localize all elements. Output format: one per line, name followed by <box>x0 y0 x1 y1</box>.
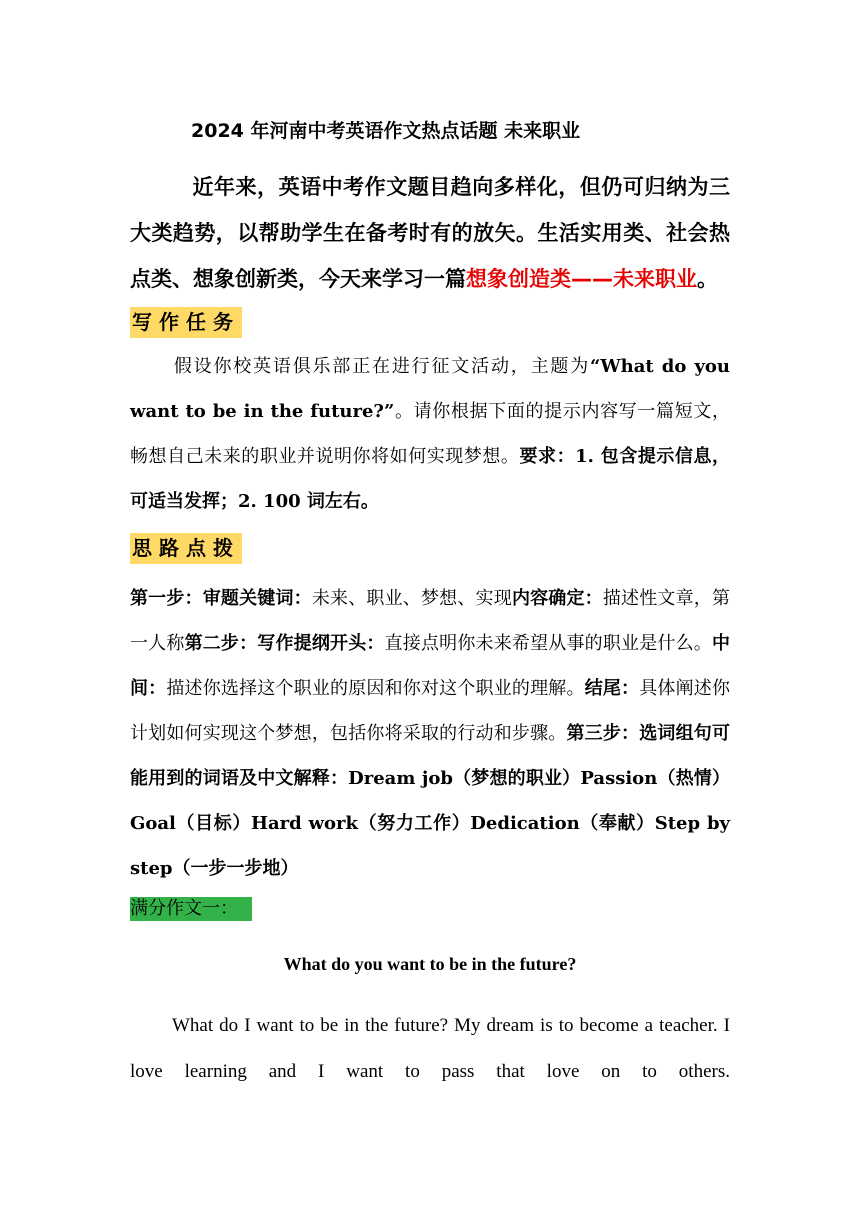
essay-text: What do I want to be in the future? My dream is to become a teacher. I love learning and I want to pass that love on to others. <box>130 1015 730 1082</box>
task-requirement-label: 要求： <box>519 446 576 467</box>
section-heading-task: 写作任务 <box>130 307 242 338</box>
essay-paragraph <box>130 1003 730 1095</box>
task-topic: “What do you want to be in the future?” <box>130 356 730 422</box>
intro-text: 近年来，英语中考作文题目趋向多样化，但仍可归纳为三大类趋势，以帮助学生在备考时有的放矢。生活实用类、社会热点类、想象创新类，今天来学习一篇 <box>130 175 730 291</box>
step2-label: 第二步：写作提纲开头： <box>184 633 385 654</box>
middle-text: 描述你选择这个职业的原因和你对这个职业的理解。 <box>166 678 585 699</box>
middle-label: 中间： <box>130 633 730 699</box>
task-text-2: 。请你根据下面的提示内容写一篇短文，畅想自己未来的职业并说明你将如何实现梦想。 <box>130 401 730 467</box>
end-text: 具体阐述你计划如何实现这个梦想，包括你将采取的行动和步骤。 <box>130 678 730 744</box>
intro-end: 。 <box>697 267 718 291</box>
task-paragraph <box>130 344 730 524</box>
content-text: 描述性文章，第一人称 <box>130 588 730 654</box>
end-label: 结尾： <box>584 678 640 699</box>
task-text-1: 假设你校英语俱乐部正在进行征文活动，主题为 <box>172 356 591 377</box>
tips-paragraph <box>130 576 730 891</box>
intro-highlight: 想象创造类——未来职业 <box>466 267 697 291</box>
step1-text: 未来、职业、梦想、实现 <box>311 588 512 609</box>
step2-text: 直接点明你未来希望从事的职业是什么。 <box>384 633 712 654</box>
task-requirement: 1. 包含提示信息，可适当发挥；2. 100 词左右。 <box>130 446 731 512</box>
step3-text: 第三步：选词组句可能用到的词语及中文解释：Dream job（梦想的职业）Passion（热情）Goal（目标）Hard work（努力工作）Dedication（奉献）Step by step（一步一步地） <box>130 723 730 879</box>
sample-essay-label: 满分作文一： <box>130 897 252 921</box>
document-title: 2024 年河南中考英语作文热点话题 未来职业 <box>191 120 581 142</box>
intro-paragraph <box>130 164 730 302</box>
step1-label: 第一步：审题关键词： <box>130 588 312 609</box>
essay-title: What do you want to be in the future? <box>283 954 577 974</box>
section-heading-tips: 思路点拨 <box>130 533 242 564</box>
content-label: 内容确定： <box>511 588 603 609</box>
